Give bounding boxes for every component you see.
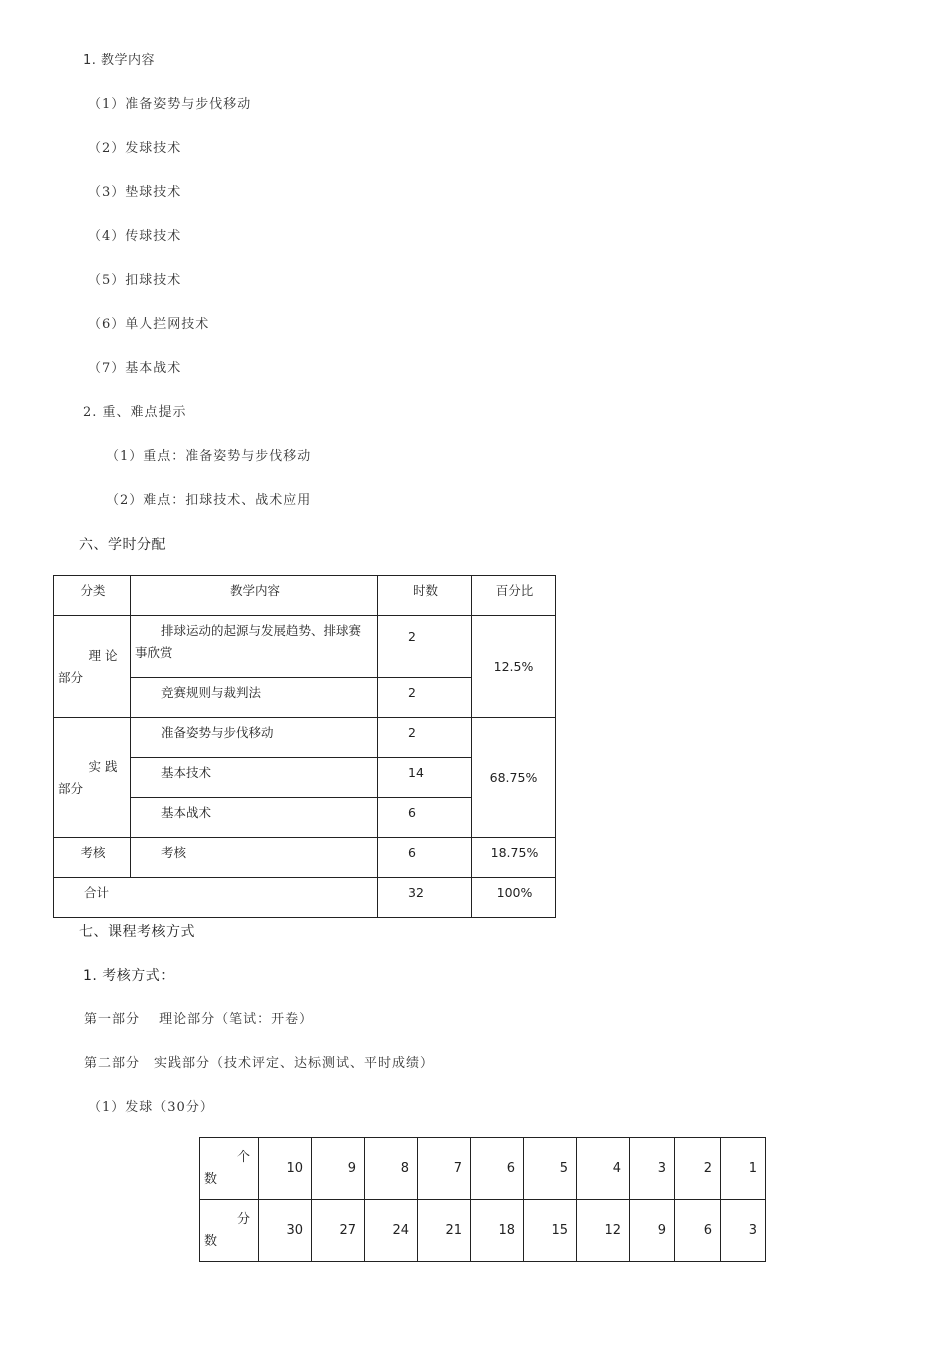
score-cell: 15 bbox=[524, 1200, 577, 1262]
assessment-heading: 七、课程考核方式 bbox=[79, 924, 195, 940]
count-cell: 1 bbox=[721, 1138, 766, 1200]
practice-hours-1: 2 bbox=[378, 718, 472, 758]
table-row bbox=[54, 838, 556, 878]
table-row bbox=[54, 878, 556, 918]
table-header-row bbox=[54, 576, 556, 616]
serve-score-row bbox=[200, 1200, 766, 1262]
assessment-part1: 第一部分 理论部分（笔试：开卷） bbox=[84, 1012, 314, 1027]
table-row bbox=[54, 616, 556, 678]
assessment-part2: 第二部分 实践部分（技术评定、达标测试、平时成绩） bbox=[84, 1056, 435, 1071]
key-point: （1）重点：准备姿势与步伐移动 bbox=[106, 449, 312, 464]
hours-allocation-table bbox=[53, 575, 556, 918]
exam-hours: 6 bbox=[378, 838, 472, 878]
header-category: 分类 bbox=[54, 576, 131, 616]
count-label-a: 个 bbox=[236, 1149, 250, 1165]
practice-content-1: 准备姿势与步伐移动 bbox=[131, 718, 378, 758]
practice-label-line1: 实 践 bbox=[88, 758, 118, 774]
content-item-5: （5）扣球技术 bbox=[88, 273, 182, 288]
score-cell: 24 bbox=[365, 1200, 418, 1262]
teaching-content-title bbox=[83, 52, 155, 70]
count-label-b: 数 bbox=[204, 1171, 218, 1187]
score-label-cell bbox=[200, 1200, 259, 1262]
table-row bbox=[54, 718, 556, 758]
score-cell: 27 bbox=[312, 1200, 365, 1262]
theory-category-cell bbox=[54, 616, 131, 718]
theory-hours-1: 2 bbox=[378, 616, 472, 678]
score-cell: 6 bbox=[675, 1200, 721, 1262]
count-cell: 7 bbox=[418, 1138, 471, 1200]
count-cell: 3 bbox=[630, 1138, 675, 1200]
assessment-method-title: 1. 考核方式： bbox=[83, 968, 175, 984]
total-percent: 100% bbox=[472, 878, 556, 918]
content-item-3: （3）垫球技术 bbox=[88, 185, 182, 200]
header-hours: 时数 bbox=[378, 576, 472, 616]
content-item-4: （4）传球技术 bbox=[88, 229, 182, 244]
hours-allocation-heading: 六、学时分配 bbox=[79, 537, 166, 553]
count-cell: 9 bbox=[312, 1138, 365, 1200]
practice-hours-3: 6 bbox=[378, 798, 472, 838]
difficult-point: （2）难点：扣球技术、战术应用 bbox=[106, 493, 312, 508]
count-label-cell bbox=[200, 1138, 259, 1200]
practice-content-2: 基本技术 bbox=[131, 758, 378, 798]
total-hours: 32 bbox=[378, 878, 472, 918]
practice-hours-2: 14 bbox=[378, 758, 472, 798]
content-item-6: （6）单人拦网技术 bbox=[88, 317, 210, 332]
score-cell: 3 bbox=[721, 1200, 766, 1262]
count-cell: 4 bbox=[577, 1138, 630, 1200]
count-cell: 6 bbox=[471, 1138, 524, 1200]
score-cell: 12 bbox=[577, 1200, 630, 1262]
header-percent: 百分比 bbox=[472, 576, 556, 616]
score-label-b: 数 bbox=[204, 1233, 218, 1249]
score-cell: 21 bbox=[418, 1200, 471, 1262]
header-content: 教学内容 bbox=[131, 576, 378, 616]
count-cell: 8 bbox=[365, 1138, 418, 1200]
count-cell: 10 bbox=[259, 1138, 312, 1200]
count-cell: 5 bbox=[524, 1138, 577, 1200]
theory-label-line1: 理 论 bbox=[88, 647, 118, 663]
score-cell: 9 bbox=[630, 1200, 675, 1262]
teaching-content-title-text: 1. 教学内容 bbox=[83, 53, 156, 68]
practice-content-3: 基本战术 bbox=[131, 798, 378, 838]
score-label-a: 分 bbox=[236, 1211, 250, 1227]
count-cell: 2 bbox=[675, 1138, 721, 1200]
score-cell: 18 bbox=[471, 1200, 524, 1262]
score-cell: 30 bbox=[259, 1200, 312, 1262]
practice-percent: 68.75% bbox=[472, 718, 556, 838]
content-item-1: （1）准备姿势与步伐移动 bbox=[88, 97, 252, 112]
practice-label-line2: 部分 bbox=[58, 780, 84, 796]
key-difficult-title: 2. 重、难点提示 bbox=[83, 405, 187, 420]
theory-percent: 12.5% bbox=[472, 616, 556, 718]
content-item-7: （7）基本战术 bbox=[88, 361, 182, 376]
theory-content-2: 竞赛规则与裁判法 bbox=[131, 678, 378, 718]
exam-content: 考核 bbox=[131, 838, 378, 878]
exam-category: 考核 bbox=[54, 838, 131, 878]
serve-count-row bbox=[200, 1138, 766, 1200]
serve-title: （1）发球（30分） bbox=[88, 1100, 214, 1115]
theory-label-line2: 部分 bbox=[58, 669, 84, 685]
serve-score-table bbox=[199, 1137, 766, 1262]
content-item-2: （2）发球技术 bbox=[88, 141, 182, 156]
exam-percent: 18.75% bbox=[472, 838, 556, 878]
total-label: 合计 bbox=[54, 878, 378, 918]
theory-hours-2: 2 bbox=[378, 678, 472, 718]
practice-category-cell bbox=[54, 718, 131, 838]
theory-content-1: 排球运动的起源与发展趋势、排球赛事欣赏 bbox=[131, 616, 378, 678]
